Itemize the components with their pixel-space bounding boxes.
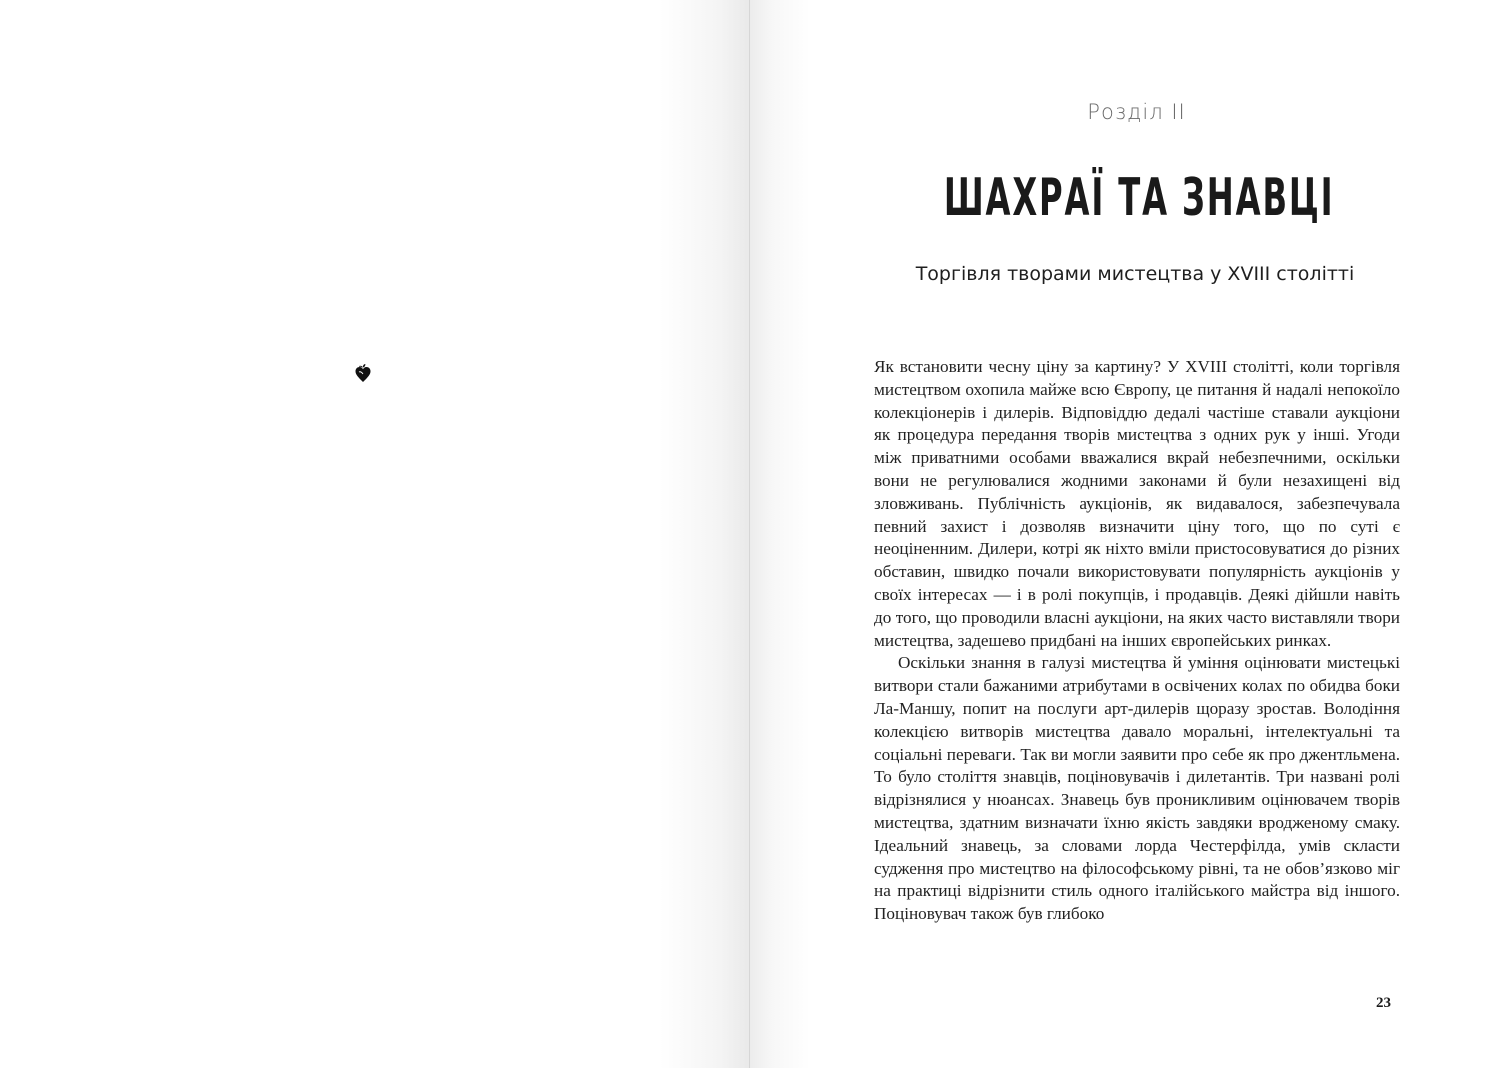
- paragraph-2: Оскільки знання в галузі мистецтва й уміння оцінювати мистецькі витвори стали бажаними атрибутами в освічених колах по обидва боки Ла-Маншу, попит на послуги арт-дилерів щоразу зростав. Володіння колекцією витворів мистецтва давало моральні, інтелектуальні та соціальні переваги. Так ви могли заявити про себе як про джентльмена. То було століття знавців, поціновувачів і дилетантів. Три названі ролі відрізнялися у нюансах. Знавець був проникливим оцінювачем творів мистецтва, здатним визначати їхню якість завдяки вродженому смаку. Ідеальний знавець, за словами лорда Честерфілда, умів скласти судження про мистецтво на філософському рівні, та не обов’язково міг на практиці відрізнити стиль одного італійського майстра від іншого. Поціновувач також був глибоко: [874, 653, 1400, 924]
- body-text: [874, 356, 1400, 926]
- heart-fleuron-icon: [354, 363, 372, 383]
- chapter-title: ШАХРАЇ ТА ЗНАВЦІ: [943, 168, 1335, 228]
- book-gutter: [749, 0, 750, 1068]
- paragraph-1: Як встановити чесну ціну за картину? У XVIII столітті, коли торгівля мистецтвом охопила майже всю Європу, це питання й надалі непокоїло колекціонерів і дилерів. Відповіддю дедалі частіше ставали аукціони як процедура передання творів мистецтва з одних рук у інші. Угоди між приватними особами вважалися вкрай небезпечними, оскільки вони не регулювалися жодними законами й були незахищені від зловживань. Публічність аукціонів, як видавалося, забезпечувала певний захист і дозволяв визначити ціну того, що по суті є неоціненним. Дилери, котрі як ніхто вміли пристосовуватися до різних обставин, швидко почали використовувати популярність аукціонів у своїх інтересах — і в ролі покупців, і продавців. Деякі дійшли навіть до того, що проводили власні аукціони, на яких часто виставляли твори мистецтва, задешево придбані на інших європейських ринках.: [874, 357, 1400, 650]
- chapter-label: Розділ II: [1087, 100, 1186, 124]
- page-number: 23: [1376, 995, 1391, 1011]
- chapter-subtitle: Торгівля творами мистецтва у XVIII столітті: [915, 263, 1355, 285]
